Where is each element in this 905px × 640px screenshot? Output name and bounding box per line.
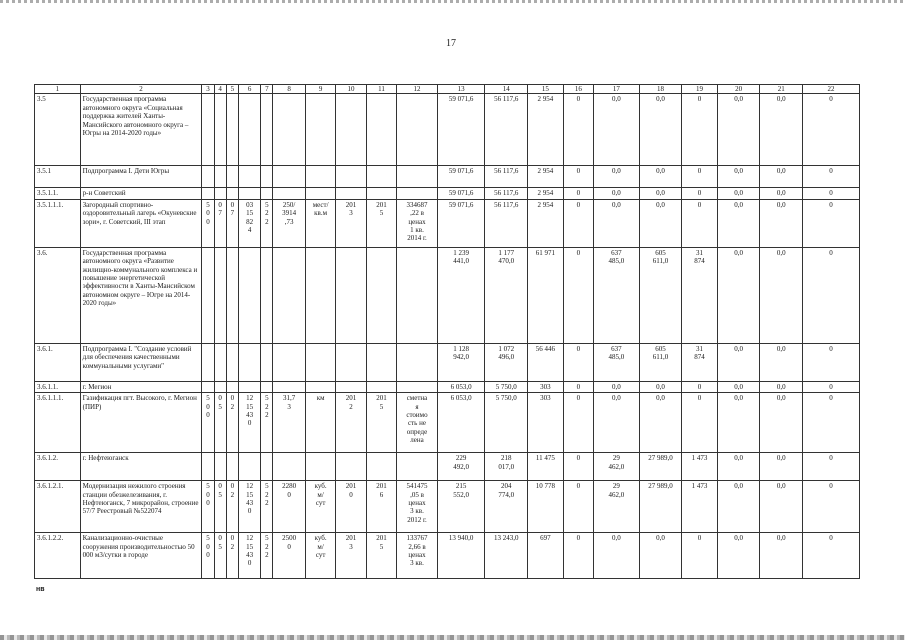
value-cell: 0,0 bbox=[594, 188, 640, 199]
value-cell: 2 954 bbox=[528, 199, 564, 247]
value-cell bbox=[214, 247, 226, 343]
value-cell bbox=[366, 343, 396, 381]
value-cell bbox=[336, 453, 366, 481]
value-cell: 0 2 bbox=[226, 533, 238, 579]
value-cell bbox=[238, 166, 260, 188]
value-cell: 61 971 bbox=[528, 247, 564, 343]
value-cell: 2280 0 bbox=[273, 481, 305, 533]
row-name-cell: г. Нефтеюганск bbox=[80, 453, 202, 481]
value-cell bbox=[336, 188, 366, 199]
value-cell bbox=[238, 381, 260, 392]
value-cell: 13 243,0 bbox=[485, 533, 528, 579]
value-cell: 637 485,0 bbox=[594, 343, 640, 381]
value-cell: 12 15 43 0 bbox=[238, 393, 260, 453]
value-cell bbox=[238, 94, 260, 166]
value-cell: 0,0 bbox=[639, 199, 682, 247]
value-cell bbox=[397, 343, 438, 381]
scan-edge-bottom bbox=[0, 635, 905, 640]
value-cell: 0,0 bbox=[717, 381, 760, 392]
value-cell: 5 2 2 bbox=[261, 481, 273, 533]
value-cell: 0 bbox=[682, 166, 718, 188]
value-cell bbox=[366, 453, 396, 481]
value-cell: 201 5 bbox=[366, 533, 396, 579]
value-cell: 0,0 bbox=[639, 188, 682, 199]
value-cell: 2 954 bbox=[528, 188, 564, 199]
value-cell: 0 7 bbox=[226, 199, 238, 247]
header-cell: 6 bbox=[238, 85, 260, 94]
value-cell bbox=[397, 453, 438, 481]
value-cell bbox=[238, 343, 260, 381]
row-name-cell: р-н Советский bbox=[80, 188, 202, 199]
value-cell bbox=[336, 166, 366, 188]
value-cell bbox=[305, 453, 335, 481]
header-cell: 15 bbox=[528, 85, 564, 94]
value-cell: 0,0 bbox=[594, 166, 640, 188]
value-cell bbox=[273, 343, 305, 381]
header-cell: 16 bbox=[563, 85, 593, 94]
row-name-cell: Газификация пгт. Высокого, г. Мегион (ПИР) bbox=[80, 393, 202, 453]
value-cell bbox=[214, 381, 226, 392]
value-cell: 201 5 bbox=[366, 393, 396, 453]
value-cell: 201 3 bbox=[336, 533, 366, 579]
value-cell bbox=[336, 94, 366, 166]
value-cell: 0 bbox=[803, 247, 860, 343]
value-cell: 12 15 43 0 bbox=[238, 533, 260, 579]
value-cell: 303 bbox=[528, 381, 564, 392]
value-cell: 59 071,6 bbox=[437, 199, 485, 247]
row-code-cell: 3.5.1.1. bbox=[35, 188, 81, 199]
value-cell bbox=[202, 453, 214, 481]
value-cell: 0,0 bbox=[639, 166, 682, 188]
value-cell: 0 bbox=[803, 166, 860, 188]
header-cell: 10 bbox=[336, 85, 366, 94]
value-cell: 0,0 bbox=[760, 166, 803, 188]
header-cell: 2 bbox=[80, 85, 202, 94]
value-cell bbox=[202, 166, 214, 188]
row-name-cell: Подпрограмма I. Дети Югры bbox=[80, 166, 202, 188]
value-cell: 0,0 bbox=[639, 381, 682, 392]
value-cell: 56 446 bbox=[528, 343, 564, 381]
header-cell: 18 bbox=[639, 85, 682, 94]
value-cell: сметна я стоимо сть не опреде лена bbox=[397, 393, 438, 453]
value-cell: 0 bbox=[563, 166, 593, 188]
value-cell bbox=[397, 166, 438, 188]
value-cell: 0,0 bbox=[760, 393, 803, 453]
value-cell bbox=[226, 188, 238, 199]
value-cell: 56 117,6 bbox=[485, 188, 528, 199]
value-cell: 0 bbox=[563, 199, 593, 247]
value-cell bbox=[214, 166, 226, 188]
row-code-cell: 3.6.1.2. bbox=[35, 453, 81, 481]
value-cell: 0,0 bbox=[594, 94, 640, 166]
header-cell: 7 bbox=[261, 85, 273, 94]
value-cell bbox=[305, 247, 335, 343]
table-row bbox=[35, 94, 860, 166]
value-cell: 0 bbox=[563, 533, 593, 579]
value-cell bbox=[214, 188, 226, 199]
row-name-cell: Модернизация нежилого строения станции обезжелезивания, г. Нефтеюганск, 7 микрорайон, строение 57/7 Реестровый №522074 bbox=[80, 481, 202, 533]
value-cell bbox=[273, 188, 305, 199]
table-row bbox=[35, 199, 860, 247]
value-cell: 0,0 bbox=[717, 393, 760, 453]
value-cell: 5 0 0 bbox=[202, 481, 214, 533]
value-cell: 0 5 bbox=[214, 533, 226, 579]
value-cell bbox=[261, 188, 273, 199]
value-cell bbox=[226, 94, 238, 166]
value-cell: 0 bbox=[682, 94, 718, 166]
value-cell bbox=[273, 247, 305, 343]
value-cell bbox=[397, 94, 438, 166]
value-cell: 0,0 bbox=[760, 94, 803, 166]
value-cell bbox=[305, 343, 335, 381]
value-cell: 0,0 bbox=[717, 166, 760, 188]
value-cell bbox=[238, 453, 260, 481]
row-name-cell: Загородный спортивно-оздоровительный лагерь «Окуневские зори», г. Советский, III этап bbox=[80, 199, 202, 247]
value-cell: 0,0 bbox=[639, 393, 682, 453]
value-cell bbox=[261, 381, 273, 392]
header-cell: 22 bbox=[803, 85, 860, 94]
value-cell: 0 bbox=[563, 247, 593, 343]
value-cell: 5 750,0 bbox=[485, 381, 528, 392]
value-cell: 0 7 bbox=[214, 199, 226, 247]
value-cell: 697 bbox=[528, 533, 564, 579]
value-cell: 0,0 bbox=[594, 199, 640, 247]
value-cell: 201 3 bbox=[336, 199, 366, 247]
value-cell bbox=[202, 247, 214, 343]
footer-mark: нв bbox=[36, 586, 45, 593]
value-cell: 5 0 0 bbox=[202, 393, 214, 453]
value-cell: 0 bbox=[563, 343, 593, 381]
value-cell: 6 053,0 bbox=[437, 393, 485, 453]
value-cell bbox=[305, 381, 335, 392]
value-cell bbox=[366, 247, 396, 343]
value-cell bbox=[261, 166, 273, 188]
value-cell: 5 2 2 bbox=[261, 393, 273, 453]
value-cell bbox=[366, 188, 396, 199]
header-cell: 8 bbox=[273, 85, 305, 94]
value-cell: 0,0 bbox=[760, 343, 803, 381]
value-cell: 0,0 bbox=[717, 343, 760, 381]
value-cell: 0 bbox=[563, 188, 593, 199]
value-cell: км bbox=[305, 393, 335, 453]
value-cell: 0,0 bbox=[639, 533, 682, 579]
value-cell: 218 017,0 bbox=[485, 453, 528, 481]
value-cell bbox=[261, 343, 273, 381]
value-cell: 0 bbox=[563, 381, 593, 392]
value-cell: 6 053,0 bbox=[437, 381, 485, 392]
value-cell: 637 485,0 bbox=[594, 247, 640, 343]
table-row bbox=[35, 343, 860, 381]
value-cell bbox=[273, 166, 305, 188]
value-cell: 0 bbox=[563, 453, 593, 481]
value-cell: 0,0 bbox=[717, 533, 760, 579]
value-cell: 133767 2,66 в ценах 3 кв. bbox=[397, 533, 438, 579]
value-cell: 2 954 bbox=[528, 94, 564, 166]
value-cell: 11 475 bbox=[528, 453, 564, 481]
value-cell: 0 bbox=[803, 481, 860, 533]
value-cell: 0,0 bbox=[760, 533, 803, 579]
value-cell bbox=[366, 166, 396, 188]
value-cell: 605 611,0 bbox=[639, 343, 682, 381]
value-cell: 0,0 bbox=[760, 247, 803, 343]
value-cell: 0 bbox=[803, 453, 860, 481]
value-cell: 31 874 bbox=[682, 343, 718, 381]
value-cell bbox=[226, 166, 238, 188]
value-cell: 5 750,0 bbox=[485, 393, 528, 453]
value-cell: 12 15 43 0 bbox=[238, 481, 260, 533]
header-cell: 3 bbox=[202, 85, 214, 94]
value-cell: 541475 ,05 в ценах 3 кв. 2012 г. bbox=[397, 481, 438, 533]
header-cell: 13 bbox=[437, 85, 485, 94]
value-cell bbox=[238, 247, 260, 343]
value-cell: 0,0 bbox=[594, 533, 640, 579]
value-cell bbox=[305, 94, 335, 166]
value-cell bbox=[397, 381, 438, 392]
value-cell: 0,0 bbox=[717, 247, 760, 343]
value-cell: 0 bbox=[803, 188, 860, 199]
header-row bbox=[35, 85, 860, 94]
value-cell bbox=[336, 381, 366, 392]
scan-edge-top bbox=[0, 0, 905, 3]
row-name-cell: г. Мегион bbox=[80, 381, 202, 392]
value-cell: 0 bbox=[682, 533, 718, 579]
value-cell: 0 bbox=[682, 381, 718, 392]
value-cell: 0 bbox=[803, 533, 860, 579]
value-cell: 0,0 bbox=[717, 199, 760, 247]
header-cell: 4 bbox=[214, 85, 226, 94]
table-row bbox=[35, 166, 860, 188]
value-cell: 1 473 bbox=[682, 453, 718, 481]
value-cell: 0,0 bbox=[760, 453, 803, 481]
value-cell: 56 117,6 bbox=[485, 94, 528, 166]
value-cell: 13 940,0 bbox=[437, 533, 485, 579]
value-cell: 2 954 bbox=[528, 166, 564, 188]
row-code-cell: 3.6.1.1.1. bbox=[35, 393, 81, 453]
value-cell: 0,0 bbox=[639, 94, 682, 166]
value-cell bbox=[238, 188, 260, 199]
row-code-cell: 3.6. bbox=[35, 247, 81, 343]
value-cell bbox=[336, 247, 366, 343]
row-code-cell: 3.5.1.1.1. bbox=[35, 199, 81, 247]
value-cell bbox=[261, 94, 273, 166]
value-cell bbox=[202, 343, 214, 381]
value-cell: 27 989,0 bbox=[639, 453, 682, 481]
value-cell bbox=[273, 94, 305, 166]
value-cell: 605 611,0 bbox=[639, 247, 682, 343]
value-cell: 0 bbox=[563, 481, 593, 533]
header-cell: 20 bbox=[717, 85, 760, 94]
value-cell bbox=[214, 453, 226, 481]
value-cell: 0 bbox=[803, 381, 860, 392]
row-name-cell: Канализационно-очистные сооружения производительностью 50 000 м3/сутки в городе bbox=[80, 533, 202, 579]
value-cell: 0 bbox=[682, 188, 718, 199]
value-cell bbox=[273, 381, 305, 392]
value-cell: 5 0 0 bbox=[202, 533, 214, 579]
row-code-cell: 3.6.1.2.1. bbox=[35, 481, 81, 533]
value-cell: 0 bbox=[563, 94, 593, 166]
value-cell bbox=[366, 381, 396, 392]
value-cell: 10 778 bbox=[528, 481, 564, 533]
value-cell: 0,0 bbox=[717, 94, 760, 166]
value-cell: 0 bbox=[803, 94, 860, 166]
value-cell: 201 5 bbox=[366, 199, 396, 247]
header-cell: 19 bbox=[682, 85, 718, 94]
value-cell: 0,0 bbox=[760, 481, 803, 533]
value-cell: 31 874 bbox=[682, 247, 718, 343]
value-cell: 201 2 bbox=[336, 393, 366, 453]
value-cell bbox=[366, 94, 396, 166]
value-cell: 59 071,6 bbox=[437, 188, 485, 199]
investment-table bbox=[34, 84, 860, 579]
value-cell: 59 071,6 bbox=[437, 166, 485, 188]
value-cell: куб. м/ сут bbox=[305, 533, 335, 579]
value-cell bbox=[202, 381, 214, 392]
table-row bbox=[35, 247, 860, 343]
value-cell bbox=[336, 343, 366, 381]
value-cell: 5 0 0 bbox=[202, 199, 214, 247]
row-code-cell: 3.6.1. bbox=[35, 343, 81, 381]
value-cell: 0 bbox=[803, 199, 860, 247]
table-row bbox=[35, 188, 860, 199]
header-cell: 5 bbox=[226, 85, 238, 94]
value-cell: 1 177 470,0 bbox=[485, 247, 528, 343]
row-code-cell: 3.5.1 bbox=[35, 166, 81, 188]
value-cell: 03 15 82 4 bbox=[238, 199, 260, 247]
row-name-cell: Подпрограмма I. "Создание условий для обеспечения качественными коммунальными услугами" bbox=[80, 343, 202, 381]
page-number: 17 bbox=[446, 38, 456, 49]
value-cell bbox=[202, 94, 214, 166]
value-cell: 2500 0 bbox=[273, 533, 305, 579]
row-code-cell: 3.6.1.1. bbox=[35, 381, 81, 392]
header-cell: 9 bbox=[305, 85, 335, 94]
value-cell bbox=[397, 188, 438, 199]
value-cell: 0 2 bbox=[226, 481, 238, 533]
value-cell: мест/ кв.м bbox=[305, 199, 335, 247]
value-cell: 229 492,0 bbox=[437, 453, 485, 481]
value-cell: 1 239 441,0 bbox=[437, 247, 485, 343]
value-cell: 0,0 bbox=[717, 188, 760, 199]
value-cell: 250/ 3914 ,73 bbox=[273, 199, 305, 247]
table-row bbox=[35, 453, 860, 481]
value-cell bbox=[226, 343, 238, 381]
value-cell bbox=[305, 188, 335, 199]
value-cell: 0,0 bbox=[717, 481, 760, 533]
value-cell: 0 bbox=[682, 199, 718, 247]
value-cell: 27 989,0 bbox=[639, 481, 682, 533]
value-cell: 215 552,0 bbox=[437, 481, 485, 533]
header-cell: 14 bbox=[485, 85, 528, 94]
value-cell: 1 072 496,0 bbox=[485, 343, 528, 381]
value-cell bbox=[214, 94, 226, 166]
value-cell: куб. м/ сут bbox=[305, 481, 335, 533]
value-cell: 0,0 bbox=[760, 188, 803, 199]
value-cell: 0,0 bbox=[594, 393, 640, 453]
value-cell: 29 462,0 bbox=[594, 453, 640, 481]
value-cell: 1 128 942,0 bbox=[437, 343, 485, 381]
value-cell bbox=[226, 381, 238, 392]
value-cell: 201 6 bbox=[366, 481, 396, 533]
value-cell: 56 117,6 bbox=[485, 166, 528, 188]
value-cell bbox=[202, 188, 214, 199]
value-cell: 0 5 bbox=[214, 393, 226, 453]
value-cell: 0,0 bbox=[760, 381, 803, 392]
value-cell: 0,0 bbox=[760, 199, 803, 247]
row-name-cell: Государственная программа автономного округа «Социальная поддержка жителей Ханты-Мансийского автономного округа – Югры на 2014-2020 годы» bbox=[80, 94, 202, 166]
value-cell: 31,7 3 bbox=[273, 393, 305, 453]
header-cell: 12 bbox=[397, 85, 438, 94]
table-row bbox=[35, 393, 860, 453]
value-cell: 1 473 bbox=[682, 481, 718, 533]
value-cell: 334687 ,22 в ценах 1 кв. 2014 г. bbox=[397, 199, 438, 247]
value-cell bbox=[305, 166, 335, 188]
value-cell: 0 5 bbox=[214, 481, 226, 533]
value-cell: 0,0 bbox=[717, 453, 760, 481]
value-cell: 0 bbox=[682, 393, 718, 453]
value-cell: 5 2 2 bbox=[261, 199, 273, 247]
table-row bbox=[35, 533, 860, 579]
value-cell: 204 774,0 bbox=[485, 481, 528, 533]
value-cell bbox=[261, 247, 273, 343]
value-cell: 201 0 bbox=[336, 481, 366, 533]
value-cell: 0 bbox=[803, 393, 860, 453]
value-cell: 0,0 bbox=[594, 381, 640, 392]
value-cell: 0 bbox=[563, 393, 593, 453]
value-cell bbox=[226, 247, 238, 343]
value-cell: 5 2 2 bbox=[261, 533, 273, 579]
value-cell bbox=[273, 453, 305, 481]
row-name-cell: Государственная программа автономного округа «Развитие жилищно-коммунального комплекса и повышение энергетической эффективности в Ханты-Мансийском автономном округе – Югре на 2014-2020 годы» bbox=[80, 247, 202, 343]
header-cell: 1 bbox=[35, 85, 81, 94]
header-cell: 17 bbox=[594, 85, 640, 94]
value-cell bbox=[214, 343, 226, 381]
value-cell: 0 bbox=[803, 343, 860, 381]
value-cell: 56 117,6 bbox=[485, 199, 528, 247]
table-row bbox=[35, 481, 860, 533]
header-cell: 11 bbox=[366, 85, 396, 94]
table-row bbox=[35, 381, 860, 392]
header-cell: 21 bbox=[760, 85, 803, 94]
value-cell bbox=[397, 247, 438, 343]
row-code-cell: 3.6.1.2.2. bbox=[35, 533, 81, 579]
value-cell: 29 462,0 bbox=[594, 481, 640, 533]
row-code-cell: 3.5 bbox=[35, 94, 81, 166]
value-cell: 59 071,6 bbox=[437, 94, 485, 166]
value-cell bbox=[261, 453, 273, 481]
value-cell bbox=[226, 453, 238, 481]
value-cell: 303 bbox=[528, 393, 564, 453]
value-cell: 0 2 bbox=[226, 393, 238, 453]
